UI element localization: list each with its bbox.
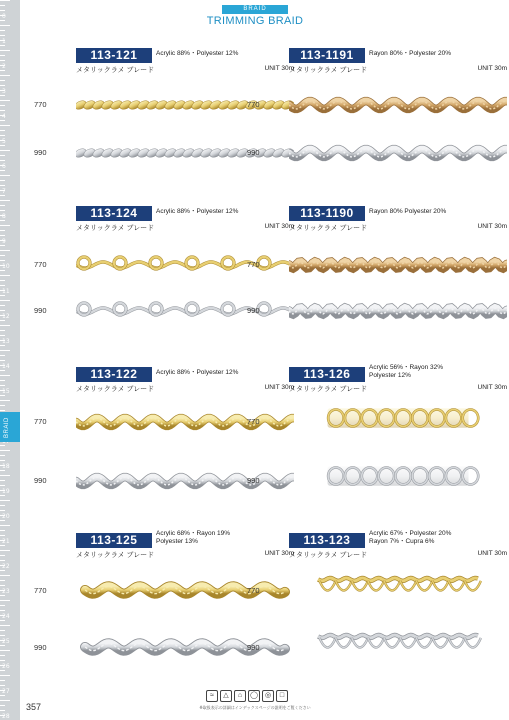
ruler-number: 21 bbox=[2, 538, 10, 545]
variant-label: 990 bbox=[247, 643, 260, 652]
ruler-tick bbox=[0, 535, 5, 536]
ruler-tick bbox=[0, 175, 10, 176]
ruler-tick bbox=[0, 700, 10, 701]
variant-label: 770 bbox=[247, 586, 260, 595]
ruler-number: 24 bbox=[2, 613, 10, 620]
care-note: ※取扱表示の詳細はインデックスページの説明をご覧ください bbox=[199, 705, 311, 710]
braid-graphic bbox=[76, 579, 294, 601]
braid-swatch[interactable] bbox=[289, 142, 507, 164]
ruler-number: 25 bbox=[2, 638, 10, 645]
product-composition: Acrylic 88%・Polyester 12% bbox=[156, 369, 239, 376]
page-number: 357 bbox=[26, 702, 42, 712]
ruler-number: 12 bbox=[2, 313, 10, 320]
braid-swatch[interactable] bbox=[76, 470, 294, 492]
variant-label: 990 bbox=[34, 306, 47, 315]
ruler-tick bbox=[0, 195, 5, 196]
product-block-113-1191[interactable] bbox=[247, 48, 507, 198]
ruler-tick bbox=[0, 360, 5, 361]
braid-graphic bbox=[289, 465, 507, 487]
ruler-tick bbox=[0, 275, 10, 276]
braid-graphic bbox=[289, 575, 507, 597]
product-code: 113-123 bbox=[289, 533, 365, 548]
ruler-tick bbox=[0, 660, 5, 661]
ruler-tick bbox=[0, 5, 5, 6]
ruler-tick bbox=[0, 550, 10, 551]
product-code: 113-1191 bbox=[289, 48, 365, 63]
ruler-tick bbox=[0, 510, 5, 511]
ruler-tick bbox=[0, 645, 5, 646]
page-title: TRIMMING BRAID bbox=[206, 15, 304, 27]
ruler-tick bbox=[0, 495, 5, 496]
braid-swatch[interactable] bbox=[289, 407, 507, 441]
braid-swatch[interactable] bbox=[289, 465, 507, 499]
braid-graphic bbox=[76, 300, 294, 322]
ruler-tick bbox=[0, 205, 5, 206]
ruler-tick bbox=[0, 620, 5, 621]
braid-graphic bbox=[289, 94, 507, 116]
ruler-tick bbox=[0, 110, 5, 111]
braid-graphic bbox=[76, 470, 294, 492]
ruler-tick bbox=[0, 380, 5, 381]
product-unit: UNIT 30m bbox=[264, 384, 294, 391]
product-name: メタリックラメ ブレード bbox=[289, 225, 368, 232]
ruler-tick bbox=[0, 485, 5, 486]
ruler-tick bbox=[0, 610, 5, 611]
braid-graphic bbox=[289, 254, 507, 276]
ruler-tick bbox=[0, 375, 10, 376]
ruler-number: 18 bbox=[2, 463, 10, 470]
braid-graphic bbox=[289, 407, 507, 429]
variant-label: 990 bbox=[34, 476, 47, 485]
ruler-number: 10 bbox=[2, 263, 10, 270]
braid-graphic bbox=[289, 632, 507, 654]
ruler-tick bbox=[0, 385, 5, 386]
ruler-tick bbox=[0, 75, 10, 76]
product-unit: UNIT 30m bbox=[264, 550, 294, 557]
product-name: メタリックラメ ブレード bbox=[76, 552, 155, 559]
ruler-tick bbox=[0, 95, 5, 96]
ruler-number: 6 bbox=[2, 163, 6, 170]
product-code: 113-1190 bbox=[289, 206, 365, 221]
product-name: メタリックラメ ブレード bbox=[289, 386, 368, 393]
braid-graphic bbox=[76, 254, 294, 276]
product-unit: UNIT 30m bbox=[264, 65, 294, 72]
variant-label: 770 bbox=[34, 586, 47, 595]
braid-swatch[interactable] bbox=[76, 579, 294, 603]
ruler-tick bbox=[0, 630, 5, 631]
product-code: 113-126 bbox=[289, 367, 365, 382]
product-name: メタリックラメ ブレード bbox=[76, 225, 155, 232]
ruler-number: 0 bbox=[2, 13, 6, 20]
ruler-number: 11 bbox=[2, 288, 10, 295]
product-composition: Acrylic 88%・Polyester 12% bbox=[156, 50, 239, 57]
ruler-tick bbox=[0, 25, 10, 26]
product-unit: UNIT 30m bbox=[477, 384, 507, 391]
ruler-number: 20 bbox=[2, 513, 10, 520]
ruler-tick bbox=[0, 130, 5, 131]
product-block-113-125[interactable] bbox=[34, 530, 294, 683]
ruler-tick bbox=[0, 320, 5, 321]
ruler-tick bbox=[0, 410, 5, 411]
ruler-tick bbox=[0, 55, 5, 56]
ruler-tick bbox=[0, 685, 5, 686]
variant-label: 770 bbox=[247, 417, 260, 426]
ruler-tick bbox=[0, 580, 5, 581]
ruler-number: 27 bbox=[2, 688, 10, 695]
ruler-tick bbox=[0, 530, 5, 531]
dry-icon: □ bbox=[276, 690, 288, 702]
ruler-tick bbox=[0, 35, 5, 36]
ruler-tick bbox=[0, 270, 5, 271]
care-icons bbox=[206, 690, 302, 704]
ruler-number: 7 bbox=[2, 188, 6, 195]
variant-label: 990 bbox=[247, 476, 260, 485]
ruler-tick bbox=[0, 50, 10, 51]
ruler-tick bbox=[0, 345, 5, 346]
ruler-tick bbox=[0, 355, 5, 356]
variant-label: 770 bbox=[34, 100, 47, 109]
ruler-tick bbox=[0, 605, 5, 606]
product-composition: Acrylic 56%・Rayon 32% Polyester 12% bbox=[369, 364, 444, 379]
product-unit: UNIT 30m bbox=[477, 550, 507, 557]
ruler-tick bbox=[0, 300, 10, 301]
ruler-tick bbox=[0, 600, 10, 601]
tumble-icon: ◎ bbox=[262, 690, 274, 702]
ruler-tick bbox=[0, 670, 5, 671]
product-block-113-122[interactable] bbox=[34, 367, 294, 517]
ruler-tick bbox=[0, 330, 5, 331]
ruler-tick bbox=[0, 475, 10, 476]
ruler-number: 26 bbox=[2, 663, 10, 670]
product-block-113-124[interactable] bbox=[34, 206, 294, 356]
braid-swatch[interactable] bbox=[289, 632, 507, 662]
braid-graphic bbox=[76, 94, 294, 116]
product-unit: UNIT 30m bbox=[477, 65, 507, 72]
ruler-tick bbox=[0, 680, 5, 681]
braid-swatch[interactable] bbox=[289, 94, 507, 116]
ruler-tick bbox=[0, 450, 10, 451]
braid-graphic bbox=[289, 300, 507, 322]
iron-icon: ⌂ bbox=[234, 690, 246, 702]
product-code: 113-125 bbox=[76, 533, 152, 548]
ruler-tick bbox=[0, 230, 5, 231]
braid-swatch[interactable] bbox=[289, 254, 507, 276]
ruler-tick bbox=[0, 445, 5, 446]
variant-label: 770 bbox=[247, 100, 260, 109]
ruler-tick bbox=[0, 0, 10, 1]
bleach-icon: △ bbox=[220, 690, 232, 702]
ruler-tick bbox=[0, 335, 5, 336]
ruler-tick bbox=[0, 20, 5, 21]
braid-swatch[interactable] bbox=[76, 636, 294, 660]
ruler-number: 22 bbox=[2, 563, 10, 570]
ruler-tick bbox=[0, 105, 5, 106]
ruler-tick bbox=[0, 350, 10, 351]
ruler-tick bbox=[0, 570, 5, 571]
ruler-tick bbox=[0, 260, 5, 261]
ruler-number: 5 bbox=[2, 138, 6, 145]
ruler-tick bbox=[0, 470, 5, 471]
braid-swatch[interactable] bbox=[76, 142, 294, 164]
ruler-tick bbox=[0, 135, 5, 136]
ruler-tick bbox=[0, 70, 5, 71]
braid-swatch[interactable] bbox=[76, 94, 294, 116]
ruler-tick bbox=[0, 555, 5, 556]
ruler-tick bbox=[0, 370, 5, 371]
ruler-number: 2 bbox=[2, 63, 6, 70]
ruler-tick bbox=[0, 255, 5, 256]
ruler-tick bbox=[0, 460, 5, 461]
category-badge: BRAID bbox=[222, 5, 288, 14]
section-tab-braid[interactable] bbox=[0, 412, 20, 442]
dryclean-icon: ◯ bbox=[248, 690, 260, 702]
ruler-tick bbox=[0, 185, 5, 186]
product-composition: Acrylic 68%・Rayon 19% Polyester 13% bbox=[156, 530, 231, 545]
variant-label: 990 bbox=[247, 306, 260, 315]
variant-label: 990 bbox=[247, 148, 260, 157]
variant-label: 990 bbox=[34, 643, 47, 652]
ruler-number: 8 bbox=[2, 213, 6, 220]
braid-graphic bbox=[76, 411, 294, 433]
ruler-tick bbox=[0, 325, 10, 326]
ruler-number: 19 bbox=[2, 488, 10, 495]
ruler-tick bbox=[0, 85, 5, 86]
ruler-tick bbox=[0, 245, 5, 246]
ruler-tick bbox=[0, 160, 5, 161]
braid-swatch[interactable] bbox=[76, 300, 294, 322]
braid-swatch[interactable] bbox=[76, 411, 294, 433]
product-code: 113-124 bbox=[76, 206, 152, 221]
ruler-tick bbox=[0, 280, 5, 281]
ruler-tick bbox=[0, 710, 5, 711]
product-unit: UNIT 30m bbox=[477, 223, 507, 230]
ruler-tick bbox=[0, 560, 5, 561]
ruler-tick bbox=[0, 125, 10, 126]
ruler-number: 14 bbox=[2, 363, 10, 370]
ruler-tick bbox=[0, 150, 10, 151]
ruler-tick bbox=[0, 455, 5, 456]
ruler-tick bbox=[0, 210, 5, 211]
ruler-number: 9 bbox=[2, 238, 6, 245]
ruler-tick bbox=[0, 100, 10, 101]
braid-swatch[interactable] bbox=[76, 254, 294, 276]
ruler-number: 15 bbox=[2, 388, 10, 395]
ruler-tick bbox=[0, 585, 5, 586]
ruler-number: 4 bbox=[2, 113, 6, 120]
product-composition: Rayon 80%・Polyester 20% bbox=[369, 50, 452, 57]
ruler-tick bbox=[0, 285, 5, 286]
product-composition: Acrylic 67%・Polyester 20% Rayon 7%・Cupra 6% bbox=[369, 530, 452, 545]
ruler-tick bbox=[0, 405, 5, 406]
ruler-tick bbox=[0, 635, 5, 636]
ruler-number: 3 bbox=[2, 88, 6, 95]
ruler-tick bbox=[0, 120, 5, 121]
variant-label: 990 bbox=[34, 148, 47, 157]
ruler-tick bbox=[0, 545, 5, 546]
ruler-tick bbox=[0, 395, 5, 396]
product-composition: Rayon 80% Polyester 20% bbox=[369, 208, 447, 215]
braid-graphic bbox=[289, 142, 507, 164]
ruler-tick bbox=[0, 80, 5, 81]
section-tab-label: BRAID bbox=[4, 417, 10, 438]
product-name: メタリックラメ ブレード bbox=[289, 552, 368, 559]
ruler-number: 1 bbox=[2, 38, 6, 45]
ruler-tick bbox=[0, 295, 5, 296]
product-code: 113-121 bbox=[76, 48, 152, 63]
product-block-113-126[interactable] bbox=[247, 364, 507, 517]
ruler-tick bbox=[0, 225, 10, 226]
ruler-tick bbox=[0, 220, 5, 221]
ruler-tick bbox=[0, 155, 5, 156]
ruler-tick bbox=[0, 705, 5, 706]
ruler-tick bbox=[0, 310, 5, 311]
ruler-tick bbox=[0, 250, 10, 251]
ruler-tick bbox=[0, 400, 10, 401]
ruler-tick bbox=[0, 45, 5, 46]
ruler-number: 28 bbox=[2, 713, 10, 720]
ruler-tick bbox=[0, 180, 5, 181]
braid-graphic bbox=[76, 142, 294, 164]
ruler-tick bbox=[0, 30, 5, 31]
ruler-tick bbox=[0, 170, 5, 171]
braid-swatch[interactable] bbox=[289, 575, 507, 605]
ruler-tick bbox=[0, 655, 5, 656]
ruler-number: 23 bbox=[2, 588, 10, 595]
ruler-tick bbox=[0, 10, 5, 11]
ruler-tick bbox=[0, 625, 10, 626]
wash-icon: ≈ bbox=[206, 690, 218, 702]
product-block-113-123[interactable] bbox=[247, 530, 507, 683]
ruler-tick bbox=[0, 60, 5, 61]
product-name: メタリックラメ ブレード bbox=[76, 386, 155, 393]
product-name: メタリックラメ ブレード bbox=[76, 67, 155, 74]
variant-label: 770 bbox=[34, 260, 47, 269]
ruler-number: 13 bbox=[2, 338, 10, 345]
ruler-tick bbox=[0, 595, 5, 596]
ruler-tick bbox=[0, 305, 5, 306]
variant-label: 770 bbox=[247, 260, 260, 269]
product-block-113-1190[interactable] bbox=[247, 206, 507, 356]
ruler-tick bbox=[0, 520, 5, 521]
product-composition: Acrylic 88%・Polyester 12% bbox=[156, 208, 239, 215]
braid-swatch[interactable] bbox=[289, 300, 507, 322]
ruler-tick bbox=[0, 505, 5, 506]
product-block-113-121[interactable] bbox=[34, 48, 294, 198]
product-code: 113-122 bbox=[76, 367, 152, 382]
ruler-tick bbox=[0, 480, 5, 481]
left-ruler bbox=[0, 0, 20, 720]
ruler-tick bbox=[0, 200, 10, 201]
ruler-tick bbox=[0, 235, 5, 236]
product-unit: UNIT 30m bbox=[264, 223, 294, 230]
ruler-tick bbox=[0, 695, 5, 696]
ruler-tick bbox=[0, 145, 5, 146]
braid-graphic bbox=[76, 636, 294, 658]
ruler-tick bbox=[0, 525, 10, 526]
ruler-tick bbox=[0, 650, 10, 651]
ruler-tick bbox=[0, 675, 10, 676]
ruler-tick bbox=[0, 500, 10, 501]
variant-label: 770 bbox=[34, 417, 47, 426]
ruler-tick bbox=[0, 575, 10, 576]
product-name: メタリックラメ ブレード bbox=[289, 67, 368, 74]
